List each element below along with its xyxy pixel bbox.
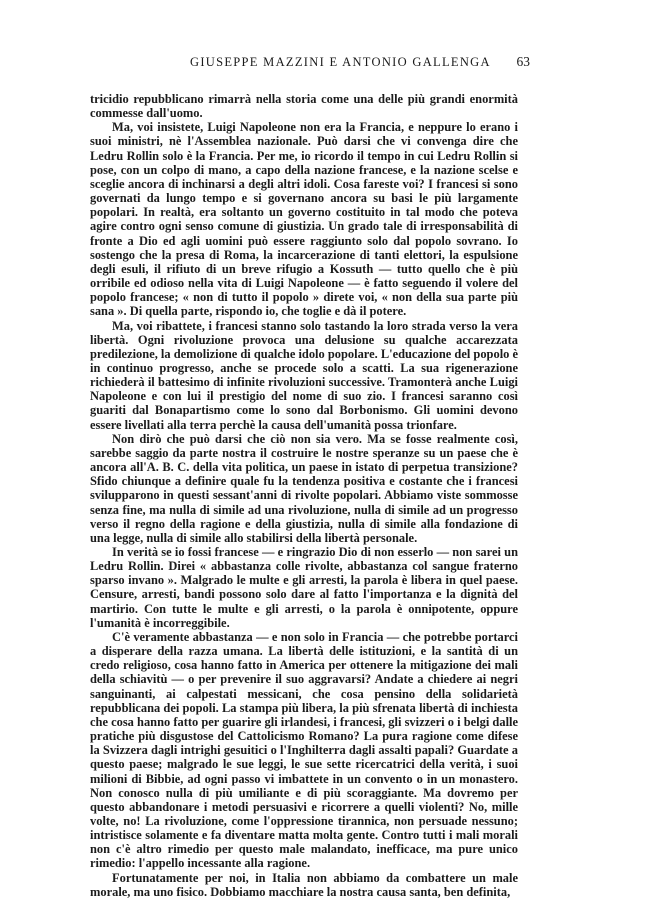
running-title: GIUSEPPE MAZZINI E ANTONIO GALLENGA (190, 55, 491, 69)
running-head (110, 55, 530, 75)
body-text (90, 92, 518, 899)
page-number: 63 (516, 54, 530, 69)
paragraph-1: tricidio repubblicano rimarrà nella storia come una delle più grandi enormità commesse dall'uomo. (90, 92, 518, 121)
paragraph-2: Ma, voi insistete, Luigi Napoleone non era la Francia, e neppure lo erano i suoi ministri, nè l'Assemblea nazionale. Può darsi che vi convenga dire che Ledru Rollin solo è la Francia. Per me, io ricordo il tempo in cui Ledru Rollin si pose, con un colpo di mano, a capo della nazione francese, e la nazione scelse e sceglie ancora di inchinarsi a degli altri idoli. Cosa fareste voi? I francesi si sono governati da lungo tempo e si governano ancora su basi le più largamente popolari. In realtà, era soltanto un governo costituito in tal modo che poteva agire contro ogni senso comune di giustizia. Un grado tale di irresponsabilità di fronte a Dio ed agli uomini può essere raggiunto solo dal popolo sovrano. Io sostengo che la presa di Roma, la incarcerazione di tanti elettori, la espulsione degli esuli, il rifiuto di un breve rifugio a Kossuth — tutto quello che è più orribile ed odioso nella vita di Luigi Napoleone — è fatto seguendo il volere del popolo francese; « non di tutto il popolo » direte voi, « non della sua parte più sana ». Di quella parte, rispondo io, che toglie e dà il potere. (90, 120, 518, 319)
paragraph-3: Ma, voi ribattete, i francesi stanno solo tastando la loro strada verso la vera libertà. Ogni rivoluzione provoca una delusione su qualche accarezzata predilezione, la demolizione di qualche idolo popolare. L'educazione del popolo è in continuo progresso, anche se procede solo a scatti. La sua rigenerazione richiederà il battesimo di infinite rivoluzioni successive. Tramonterà anche Luigi Napoleone e con lui il prestigio del nome di suo zio. I francesi saranno così guariti dal Bonapartismo come lo sono dal Borbonismo. Gli uomini devono essere livellati alla terra perchè la causa dell'umanità possa trionfare. (90, 318, 518, 432)
paragraph-5: In verità se io fossi francese — e ringrazio Dio di non esserlo — non sarei un Ledru Rollin. Direi « abbastanza colle rivolte, abbastanza col sangue fraterno sparso invano ». Malgrado le multe e gli arresti, la parola è libera in quel paese. Censure, arresti, bandi possono solo dare al fatto l'importanza e la dignità del martirio. Con tutte le multe e gli arresti, o la parola è onnipotente, oppure l'umanità è incorreggibile. (90, 545, 518, 630)
paragraph-7: Fortunatamente per noi, in Italia non abbiamo da combattere un male morale, ma uno fisico. Dobbiamo macchiare la nostra causa santa, ben definita, (90, 870, 518, 899)
paragraph-4: Non dirò che può darsi che ciò non sia vero. Ma se fosse realmente così, sarebbe saggio da parte nostra il costruire le nostre speranze su un paese che è ancora all'A. B. C. della vita politica, un paese in istato di perpetua transizione? Sfido chiunque a definire quale fu la tendenza positiva e costante che i francesi svilupparono in questi sessant'anni di rivolte popolari. Abbiamo viste sommosse senza fine, ma nulla di simile ad una rivoluzione, nulla di simile ad un progresso verso il regno della ragione e della giustizia, nulla di simile alla fondazione di una legge, nulla di simile allo stabilirsi della libertà personale. (90, 431, 518, 545)
paragraph-6: C'è veramente abbastanza — e non solo in Francia — che potrebbe portarci a disperare della razza umana. La libertà delle istituzioni, e la santità di un credo religioso, cosa hanno fatto in America per ottenere la mitigazione dei mali della schiavitù — o per prevenire il suo aggravarsi? Andate a chiedere ai negri sanguinanti, ai calpestati messicani, che cosa pensino della solidarietà repubblicana dei popoli. La stampa più libera, la più sfrenata libertà di inchiesta che cosa hanno fatto per guarire gli irlandesi, i francesi, gli svizzeri o i belgi dalle pratiche più disgustose del Cattolicismo Romano? La pura ragione come difese la Svizzera dagli intrighi gesuitici o l'Inghilterra dagli assalti papali? Guardate a questo paese; malgrado le sue leggi, le sue sette ricercatrici della verità, i suoi milioni di Bibbie, ad ogni passo vi imbattete in un convento o in un monastero. Non conosco nulla di più umiliante e di più scoraggiante. Ma dovremo per questo abbandonare i metodi persuasivi e ricorrere a quelli violenti? No, mille volte, no! La rivoluzione, come l'oppressione tirannica, non persuade nessuno; intristisce solamente e fa diventare matta molta gente. Contro tutti i mali morali non c'è altro rimedio per questo male malandato, inefficace, ma pure unico rimedio: l'appello incessante alla ragione. (90, 629, 518, 871)
